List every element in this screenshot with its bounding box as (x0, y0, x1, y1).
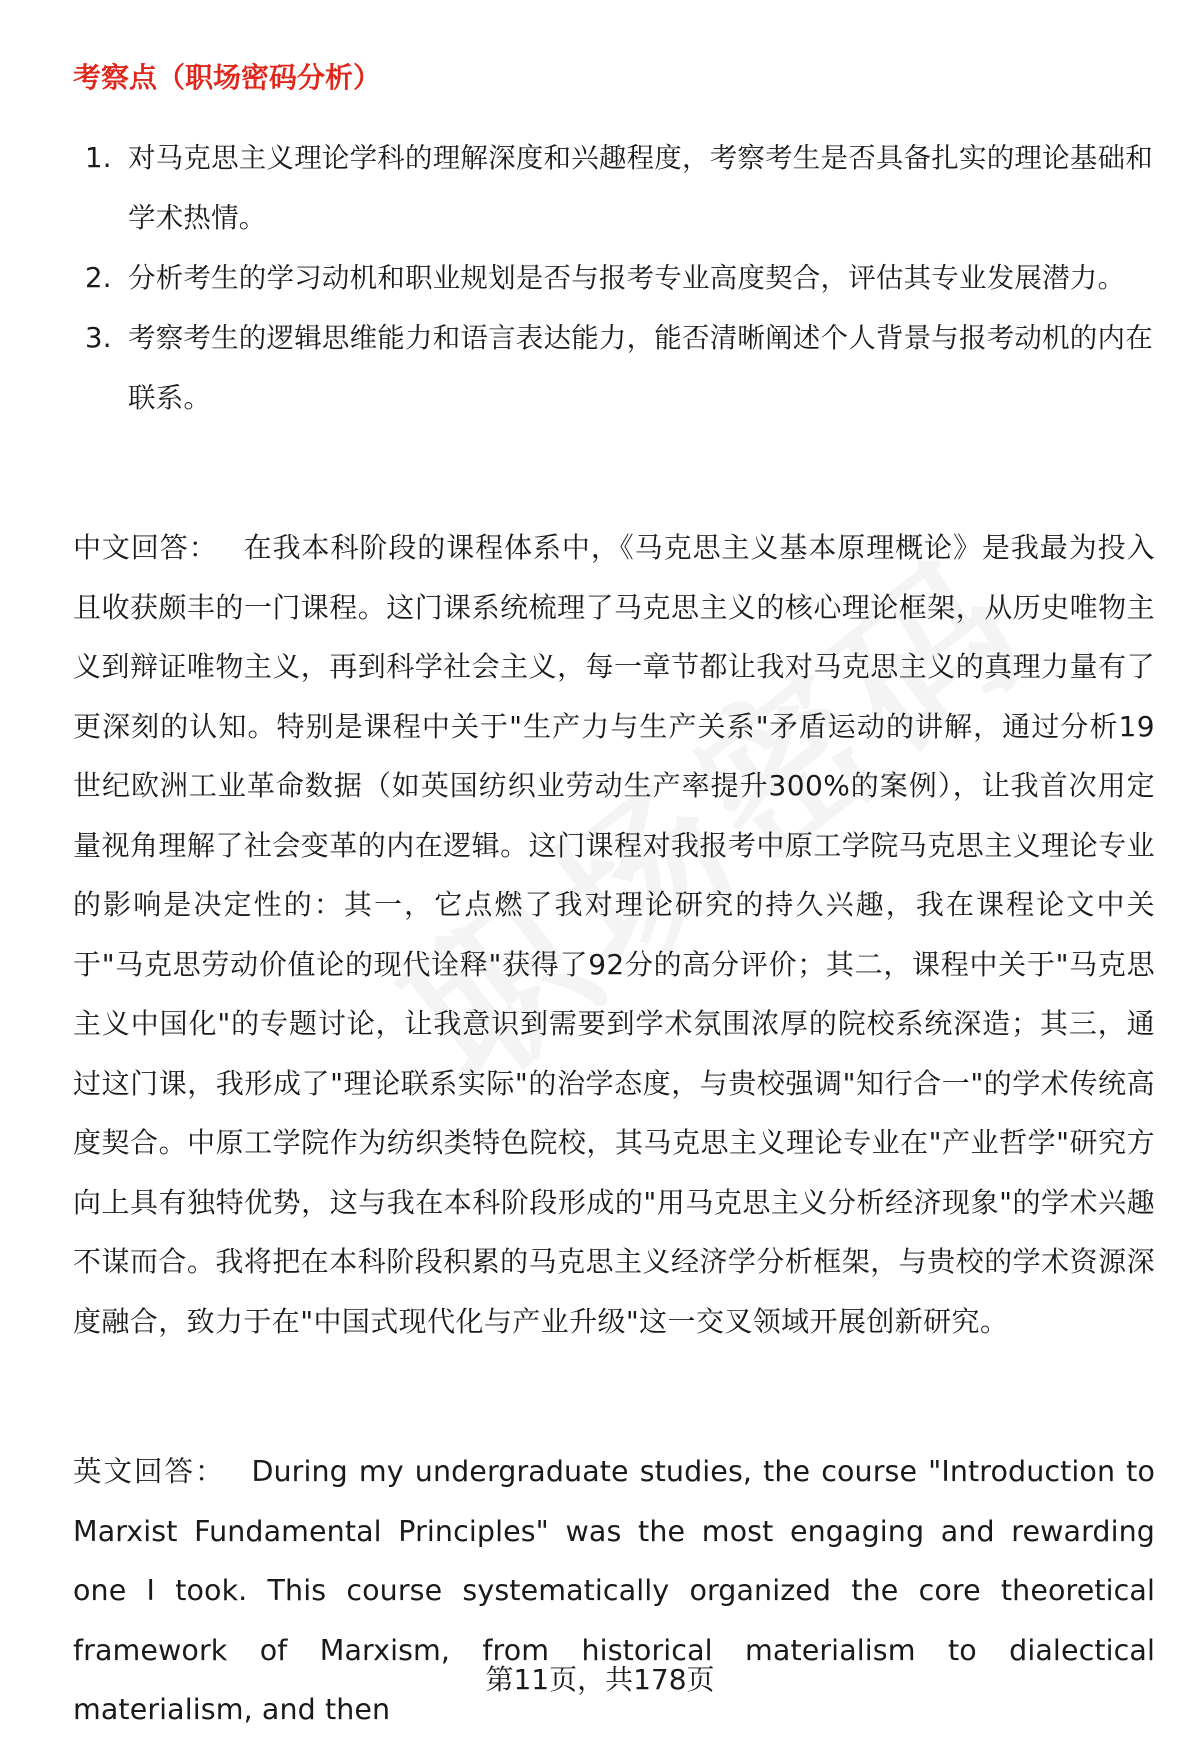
chinese-answer-label: 中文回答： (73, 531, 218, 564)
exam-point (73, 308, 1153, 428)
english-answer-text: During my undergraduate studies, the course "Introduction to Marxist Fundamental Principles" was the most engaging and rewarding one I took. This course systematically organized the core theoretical framework of Marxism, from historical materialism to dialectical materialism, and then (73, 1455, 1155, 1726)
english-answer-label: 英文回答： (73, 1455, 226, 1488)
exam-point-text: 考察考生的逻辑思维能力和语言表达能力，能否清晰阐述个人背景与报考动机的内在联系。 (128, 322, 1153, 414)
chinese-answer (73, 518, 1155, 1351)
exam-point (73, 248, 1153, 308)
chinese-answer-text: 在我本科阶段的课程体系中，《马克思主义基本原理概论》是我最为投入且收获颇丰的一门课程。这门课系统梳理了马克思主义的核心理论框架，从历史唯物主义到辩证唯物主义，再到科学社会主义，每一章节都让我对马克思主义的真理力量有了更深刻的认知。特别是课程中关于"生产力与生产关系"矛盾运动的讲解，通过分析19世纪欧洲工业革命数据（如英国纺织业劳动生产率提升300%的案例），让我首次用定量视角理解了社会变革的内在逻辑。这门课程对我报考中原工学院马克思主义理论专业的影响是决定性的：其一，它点燃了我对理论研究的持久兴趣，我在课程论文中关于"马克思劳动价值论的现代诠释"获得了92分的高分评价；其二，课程中关于"马克思主义中国化"的专题讨论，让我意识到需要到学术氛围浓厚的院校系统深造；其三，通过这门课，我形成了"理论联系实际"的治学态度，与贵校强调"知行合一"的学术传统高度契合。中原工学院作为纺织类特色院校，其马克思主义理论专业在"产业哲学"研究方向上具有独特优势，这与我在本科阶段形成的"用马克思主义分析经济现象"的学术兴趣不谋而合。我将把在本科阶段积累的马克思主义经济学分析框架，与贵校的学术资源深度融合，致力于在"中国式现代化与产业升级"这一交叉领域开展创新研究。 (73, 531, 1155, 1338)
page-number-footer: 第11页，共178页 (485, 1663, 715, 1696)
exam-point-text: 分析考生的学习动机和职业规划是否与报考专业高度契合，评估其专业发展潜力。 (128, 262, 1126, 294)
exam-point-text: 对马克思主义理论学科的理解深度和兴趣程度，考察考生是否具备扎实的理论基础和学术热情。 (128, 142, 1153, 234)
exam-point-number: 1. (85, 142, 112, 174)
section-title: 考察点（职场密码分析） (73, 61, 382, 94)
exam-points-list (73, 128, 1153, 428)
exam-point-number: 3. (85, 322, 112, 354)
exam-point-number: 2. (85, 262, 112, 294)
exam-point (73, 128, 1153, 248)
